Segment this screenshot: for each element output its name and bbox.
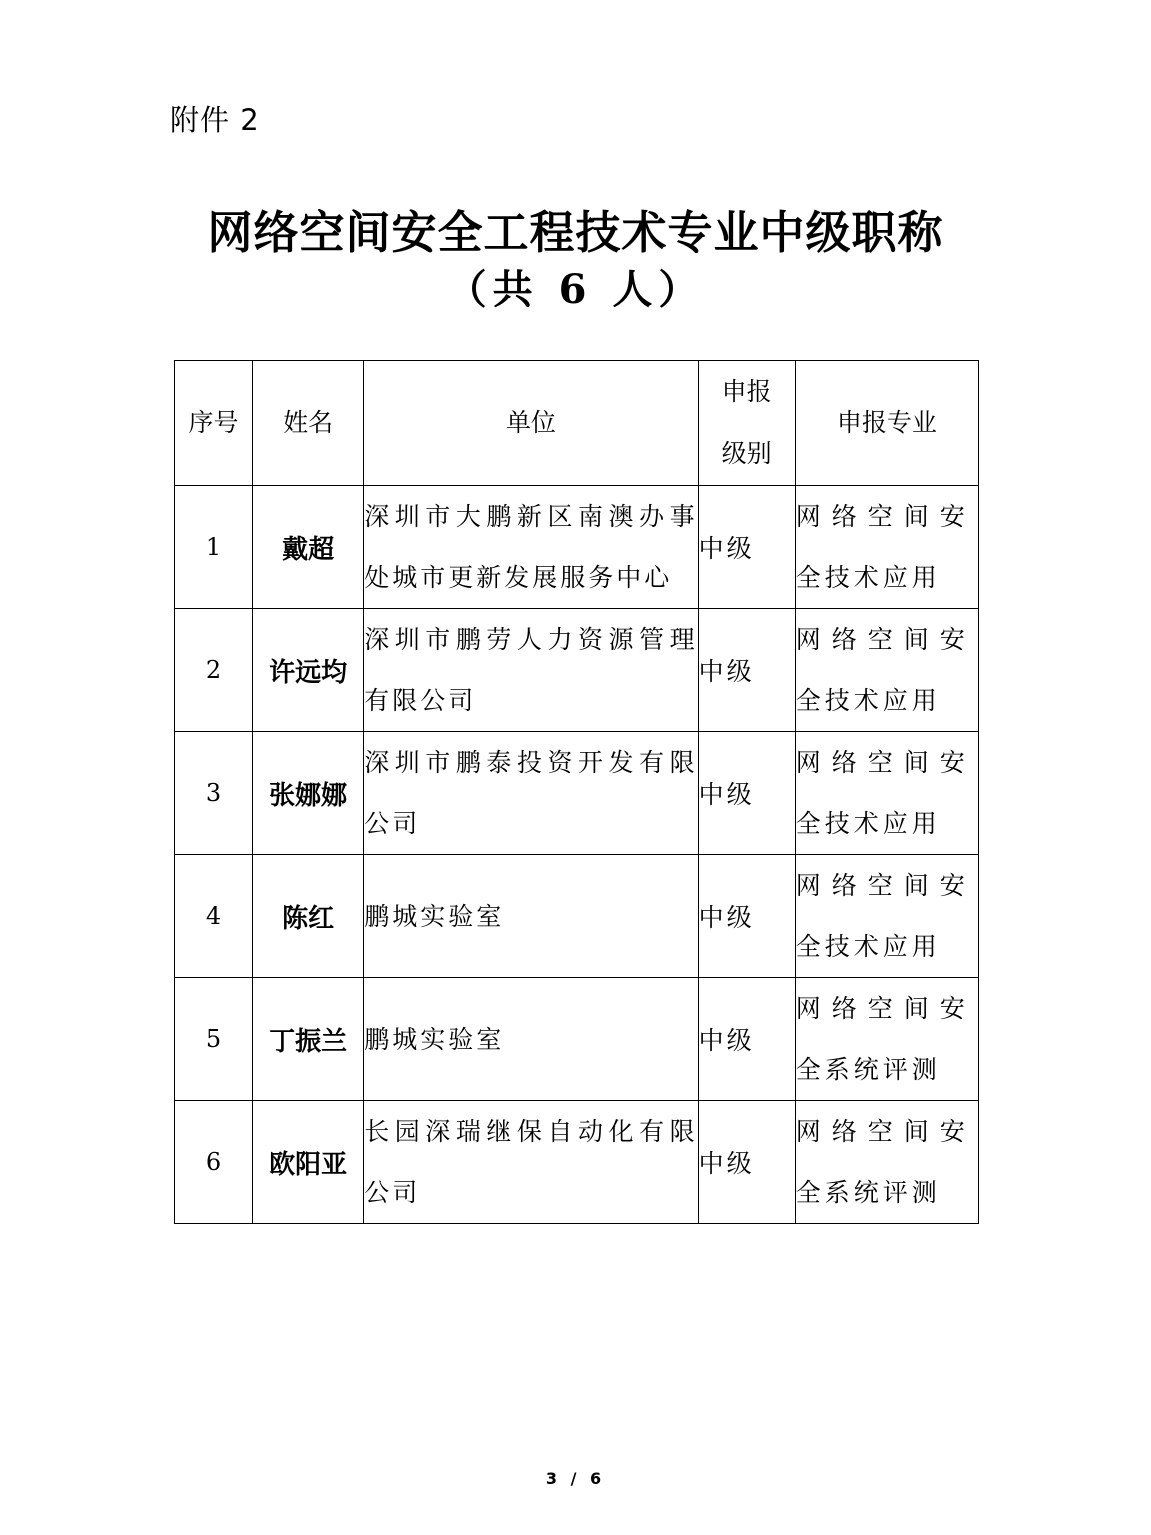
row-unit: 深圳市大鹏新区南澳办事处城市更新发展服务中心: [364, 486, 698, 609]
row-major-line1: 网络空间安: [795, 625, 976, 654]
row-seq: 5: [175, 978, 253, 1101]
table-row: [175, 855, 979, 978]
row-major-line2: 全系统评测: [795, 1055, 941, 1084]
table-row: [175, 978, 979, 1101]
page-number: 3 / 6: [545, 1469, 606, 1488]
attachment-label: 附件 2: [170, 103, 260, 137]
table-row: [175, 732, 979, 855]
document-title: 网络空间安全工程技术专业中级职称: [207, 206, 944, 259]
header-name: 姓名: [253, 361, 364, 486]
row-seq: 1: [175, 486, 253, 609]
row-major: [795, 486, 978, 609]
row-unit: 鹏城实验室: [364, 978, 698, 1101]
candidate-table: [174, 360, 979, 1224]
row-seq: 2: [175, 609, 253, 732]
row-seq: 4: [175, 855, 253, 978]
row-name: 陈红: [253, 855, 364, 978]
row-major-line1: 网络空间安: [795, 748, 976, 777]
row-level: 中级: [698, 732, 795, 855]
table-row: [175, 609, 979, 732]
row-major: [795, 855, 978, 978]
header-level-line2: 级别: [721, 439, 772, 468]
row-major-line2: 全技术应用: [795, 686, 941, 715]
row-level: 中级: [698, 1101, 795, 1224]
row-seq: 3: [175, 732, 253, 855]
document-subtitle-count: （共 6 人）: [446, 266, 705, 313]
row-major: [795, 978, 978, 1101]
header-level: [698, 361, 795, 486]
row-name: 欧阳亚: [253, 1101, 364, 1224]
row-name: 许远均: [253, 609, 364, 732]
row-level: 中级: [698, 855, 795, 978]
row-major-line2: 全系统评测: [795, 1178, 941, 1207]
table-row: [175, 486, 979, 609]
row-major-line1: 网络空间安: [795, 502, 976, 531]
row-major-line2: 全技术应用: [795, 809, 941, 838]
row-major: [795, 732, 978, 855]
row-seq: 6: [175, 1101, 253, 1224]
header-level-line1: 申报: [721, 377, 772, 406]
row-level: 中级: [698, 486, 795, 609]
row-name: 戴超: [253, 486, 364, 609]
row-major-line1: 网络空间安: [795, 871, 976, 900]
row-major: [795, 1101, 978, 1224]
row-name: 张娜娜: [253, 732, 364, 855]
row-name: 丁振兰: [253, 978, 364, 1101]
row-level: 中级: [698, 978, 795, 1101]
row-major-line2: 全技术应用: [795, 563, 941, 592]
table-row: [175, 1101, 979, 1224]
table-header-row: [175, 361, 979, 486]
row-level: 中级: [698, 609, 795, 732]
header-seq: 序号: [175, 361, 253, 486]
row-major: [795, 609, 978, 732]
row-major-line1: 网络空间安: [795, 994, 976, 1023]
header-unit: 单位: [364, 361, 698, 486]
row-major-line1: 网络空间安: [795, 1117, 976, 1146]
row-unit: 长园深瑞继保自动化有限公司: [364, 1101, 698, 1224]
row-unit: 鹏城实验室: [364, 855, 698, 978]
row-major-line2: 全技术应用: [795, 932, 941, 961]
header-major: 申报专业: [795, 361, 978, 486]
row-unit: 深圳市鹏劳人力资源管理有限公司: [364, 609, 698, 732]
row-unit: 深圳市鹏泰投资开发有限公司: [364, 732, 698, 855]
